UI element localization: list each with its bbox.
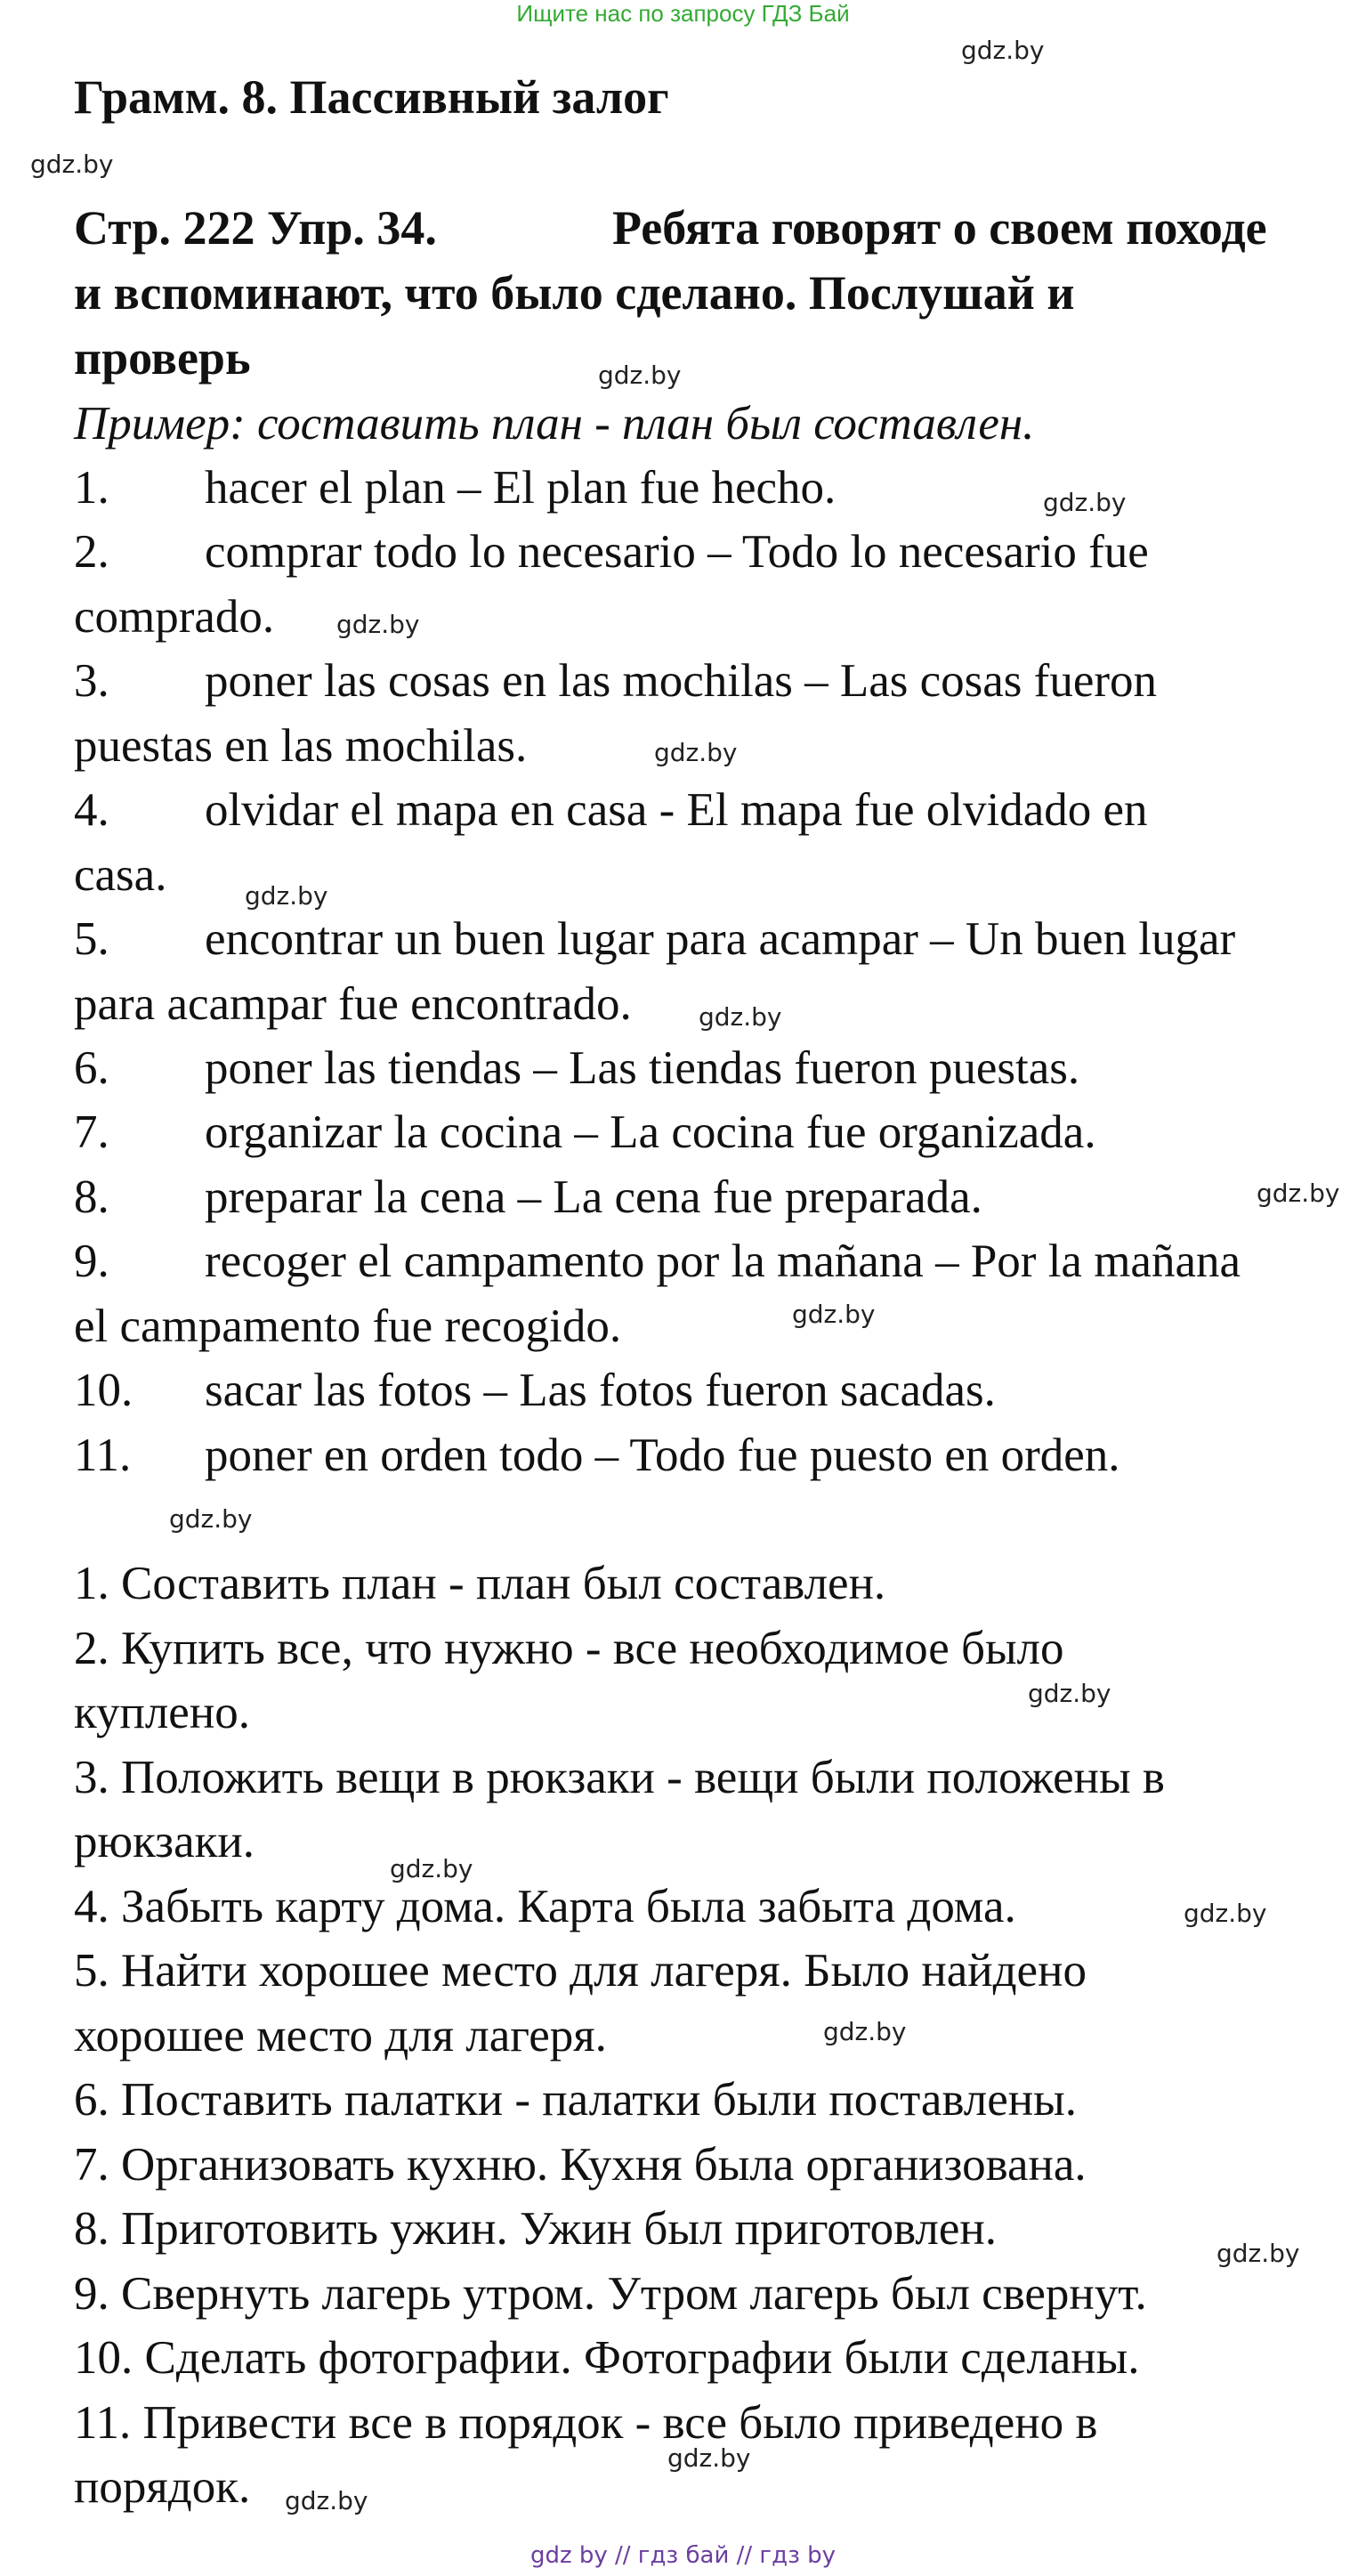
watermark: gdz.by [667, 2443, 751, 2473]
task-header-line3: проверь [74, 331, 251, 385]
section-title: Грамм. 8. Пассивный залог [74, 70, 669, 124]
watermark: gdz.by [245, 881, 328, 911]
list-item: olvidar el mapa en casa - El mapa fue olvidado en [205, 784, 1148, 836]
watermark: gdz.by [792, 1300, 876, 1329]
list-item-continuation: хорошее место для лагеря. [74, 2010, 607, 2062]
list-item: 4. Забыть карту дома. Карта была забыта дома. [74, 1881, 1016, 1932]
list-item: 5. Найти хорошее место для лагеря. Было найдено [74, 1945, 1087, 1997]
list-item: sacar las fotos – Las fotos fueron sacadas. [205, 1365, 996, 1416]
list-item-continuation: рюкзаки. [74, 1816, 255, 1867]
watermark: gdz.by [1184, 1899, 1267, 1928]
item-number: 10. [74, 1365, 133, 1416]
item-number: 6. [74, 1042, 109, 1094]
list-item: 6. Поставить палатки - палатки были поставлены. [74, 2074, 1077, 2126]
list-item-continuation: порядок. [74, 2461, 251, 2513]
item-number: 2. [74, 526, 109, 578]
watermark: gdz.by [654, 738, 738, 767]
list-item: 7. Организовать кухню. Кухня была организована. [74, 2139, 1087, 2191]
watermark: gdz.by [823, 2017, 907, 2046]
watermark: gdz.by [1257, 1179, 1340, 1208]
top-banner[interactable]: Ищите нас по запросу ГДЗ Бай [516, 0, 850, 27]
watermark: gdz.by [1028, 1679, 1111, 1708]
list-item: 9. Свернуть лагерь утром. Утром лагерь был свернут. [74, 2268, 1147, 2320]
list-item-continuation: куплено. [74, 1687, 250, 1738]
list-item: 11. Привести все в порядок - все было приведено в [74, 2397, 1098, 2449]
watermark: gdz.by [1216, 2239, 1300, 2268]
list-item: 3. Положить вещи в рюкзаки - вещи были положены в [74, 1752, 1165, 1803]
list-item: poner las tiendas – Las tiendas fueron puestas. [205, 1042, 1080, 1094]
item-number: 1. [74, 462, 109, 514]
list-item: encontrar un buen lugar para acampar – Un buen lugar [205, 913, 1236, 965]
list-item: preparar la cena – La cena fue preparada. [205, 1171, 982, 1223]
item-number: 4. [74, 784, 109, 836]
item-number: 3. [74, 655, 109, 707]
item-number: 8. [74, 1171, 109, 1223]
list-item: 1. Составить план - план был составлен. [74, 1558, 886, 1609]
list-item: poner en orden todo – Todo fue puesto en orden. [205, 1430, 1120, 1481]
task-header-right: Ребята говорят о своем походе [612, 201, 1267, 255]
item-number: 5. [74, 913, 109, 965]
list-item: recoger el campamento por la mañana – Por la mañana [205, 1235, 1241, 1287]
item-number: 7. [74, 1106, 109, 1158]
list-item: 2. Купить все, что нужно - все необходимое было [74, 1623, 1064, 1674]
bottom-banner[interactable]: gdz by // гдз бай // гдз by [529, 2542, 837, 2569]
task-header-line2: и вспоминают, что было сделано. Послушай и [74, 266, 1075, 320]
watermark: gdz.by [169, 1504, 253, 1534]
list-item: 10. Сделать фотографии. Фотографии были сделаны. [74, 2332, 1140, 2384]
list-item: organizar la cocina – La cocina fue organizada. [205, 1106, 1096, 1158]
example-line: Пример: составить план - план был составлен. [74, 398, 1035, 450]
task-header-left: Стр. 222 Упр. 34. [74, 201, 437, 255]
watermark: gdz.by [598, 360, 682, 390]
list-item: poner las cosas en las mochilas – Las cosas fueron [205, 655, 1157, 707]
watermark: gdz.by [1043, 488, 1127, 517]
list-item: 8. Приготовить ужин. Ужин был приготовлен. [74, 2203, 997, 2255]
item-number: 11. [74, 1430, 132, 1481]
list-item-continuation: para acampar fue encontrado. [74, 978, 632, 1030]
watermark: gdz.by [336, 610, 420, 639]
list-item: hacer el plan – El plan fue hecho. [205, 462, 837, 514]
list-item-continuation: casa. [74, 849, 167, 901]
list-item-continuation: el campamento fue recogido. [74, 1300, 622, 1352]
watermark: gdz.by [285, 2486, 368, 2515]
item-number: 9. [74, 1235, 109, 1287]
list-item-continuation: puestas en las mochilas. [74, 720, 528, 772]
watermark: gdz.by [699, 1002, 782, 1032]
watermark: gdz.by [390, 1854, 473, 1883]
list-item: comprar todo lo necesario – Todo lo necesario fue [205, 526, 1149, 578]
watermark: gdz.by [961, 36, 1045, 65]
list-item-continuation: comprado. [74, 591, 275, 643]
watermark: gdz.by [30, 150, 114, 179]
